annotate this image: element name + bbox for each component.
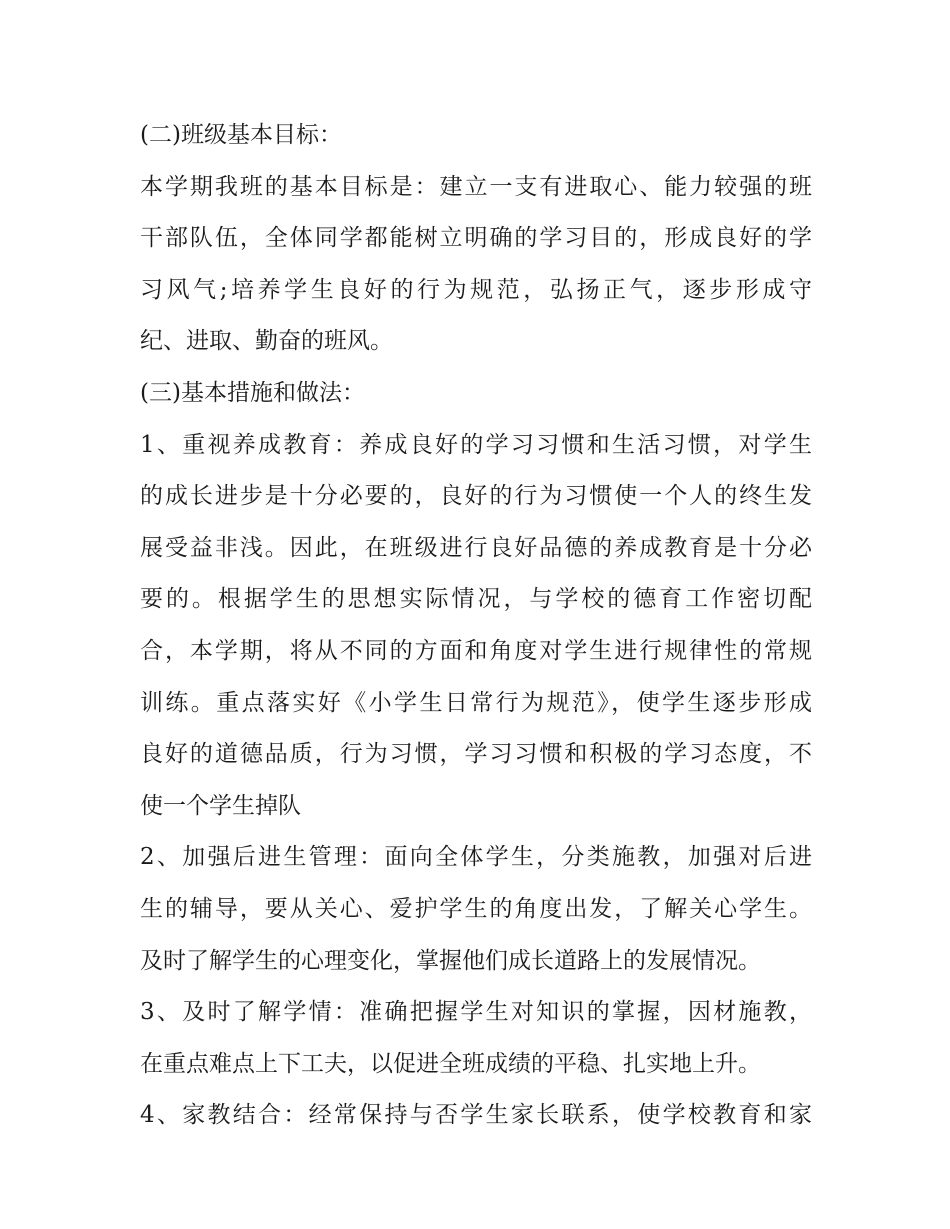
paragraph-line: 1、重视养成教育：养成良好的学习习惯和生活习惯，对学生 — [140, 431, 812, 458]
paragraph-line: 2、加强后进生管理：面向全体学生，分类施教，加强对后进 — [140, 844, 812, 871]
paragraph-line: 纪、进取、勤奋的班风。 — [140, 328, 393, 355]
paragraph-line: 良好的道德品质，行为习惯，学习习惯和积极的学习态度，不 — [140, 741, 812, 768]
paragraph-line: 本学期我班的基本目标是：建立一支有进取心、能力较强的班 — [140, 173, 812, 200]
document-body — [140, 110, 812, 1142]
heading-measures: (三)基本措施和做法： — [140, 379, 365, 406]
paragraph-line: 生的辅导，要从关心、爱护学生的角度出发，了解关心学生。 — [140, 895, 812, 922]
paragraph-line: 在重点难点上下工夫，以促进全班成绩的平稳、扎实地上升。 — [140, 1050, 761, 1077]
paragraph-line: 合，本学期，将从不同的方面和角度对学生进行规律性的常规 — [140, 637, 812, 664]
paragraph-line: 训练。重点落实好《小学生日常行为规范》，使学生逐步形成 — [140, 689, 812, 716]
paragraph-line: 干部队伍，全体同学都能树立明确的学习目的，形成良好的学 — [140, 225, 812, 252]
paragraph-line: 及时了解学生的心理变化，掌握他们成长道路上的发展情况。 — [140, 947, 761, 974]
paragraph-line: 3、及时了解学情：准确把握学生对知识的掌握，因材施教， — [140, 999, 812, 1026]
paragraph-line: 的成长进步是十分必要的，良好的行为习惯使一个人的终生发 — [140, 483, 812, 510]
paragraph-line: 习风气;培养学生良好的行为规范，弘扬正气，逐步形成守 — [140, 276, 812, 303]
paragraph-line: 展受益非浅。因此，在班级进行良好品德的养成教育是十分必 — [140, 534, 812, 561]
paragraph-line: 4、家教结合：经常保持与否学生家长联系，使学校教育和家 — [140, 1102, 812, 1129]
heading-class-goals: (二)班级基本目标： — [140, 122, 342, 148]
paragraph-line: 使一个学生掉队 — [140, 792, 301, 819]
paragraph-line: 要的。根据学生的思想实际情况，与学校的德育工作密切配 — [140, 586, 812, 613]
